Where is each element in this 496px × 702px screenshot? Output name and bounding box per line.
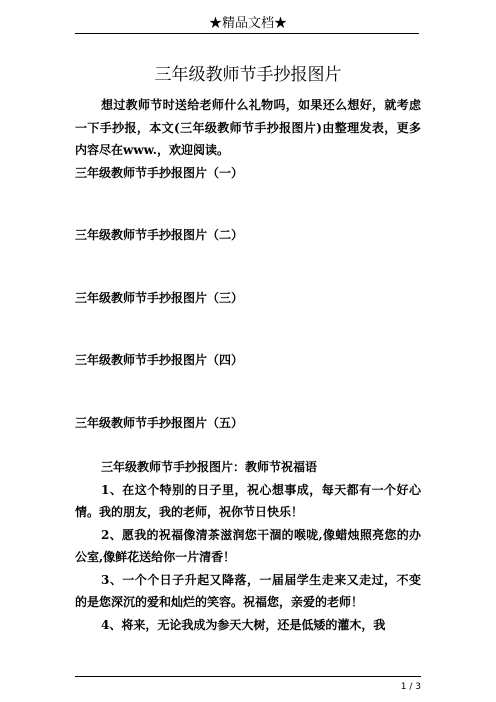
footer-divider (75, 676, 421, 677)
header-divider (75, 33, 419, 34)
blessing-item-2: 2、愿我的祝福像清茶滋润您干涸的喉咙,像蜡烛照亮您的办公室,像鲜花送给你一片清香！ (75, 527, 421, 564)
section-heading-5: 三年级教师节手抄报图片（五） (75, 415, 244, 430)
blessing-item-4: 4、将来，无论我成为参天大树，还是低矮的灌木，我 (101, 617, 386, 632)
document-title: 三年级教师节手抄报图片 (154, 65, 342, 85)
image-placeholder-1 (75, 184, 421, 224)
page-header: ★精品文档★ (208, 16, 287, 31)
document-body (75, 94, 421, 636)
section-heading-1: 三年级教师节手抄报图片（一） (75, 165, 244, 180)
image-placeholder-4 (75, 372, 421, 412)
blessing-item-3: 3、一个个日子升起又降落，一届届学生走来又走过，不变的是您深沉的爱和灿烂的笑容。祝福您，亲爱的老师！ (75, 572, 421, 609)
blessing-item-1: 1、在这个特别的日子里，祝心想事成，每天都有一个好心情。我的朋友，我的老师，祝你节日快乐！ (75, 482, 421, 519)
blessings-title: 三年级教师节手抄报图片：教师节祝福语 (101, 460, 318, 474)
image-placeholder-2 (75, 247, 421, 287)
page-number: 1 / 3 (400, 682, 421, 692)
intro-paragraph: 想过教师节时送给老师什么礼物吗，如果还么想好，就考虑一下手抄报，本文(三年级教师节手抄报图片)由整理发表，更多内容尽在www.，欢迎阅读。 (75, 98, 421, 157)
section-heading-3: 三年级教师节手抄报图片（三） (75, 290, 244, 305)
section-heading-4: 三年级教师节手抄报图片（四） (75, 353, 244, 367)
section-heading-2: 三年级教师节手抄报图片（二） (75, 228, 244, 242)
image-placeholder-3 (75, 309, 421, 349)
